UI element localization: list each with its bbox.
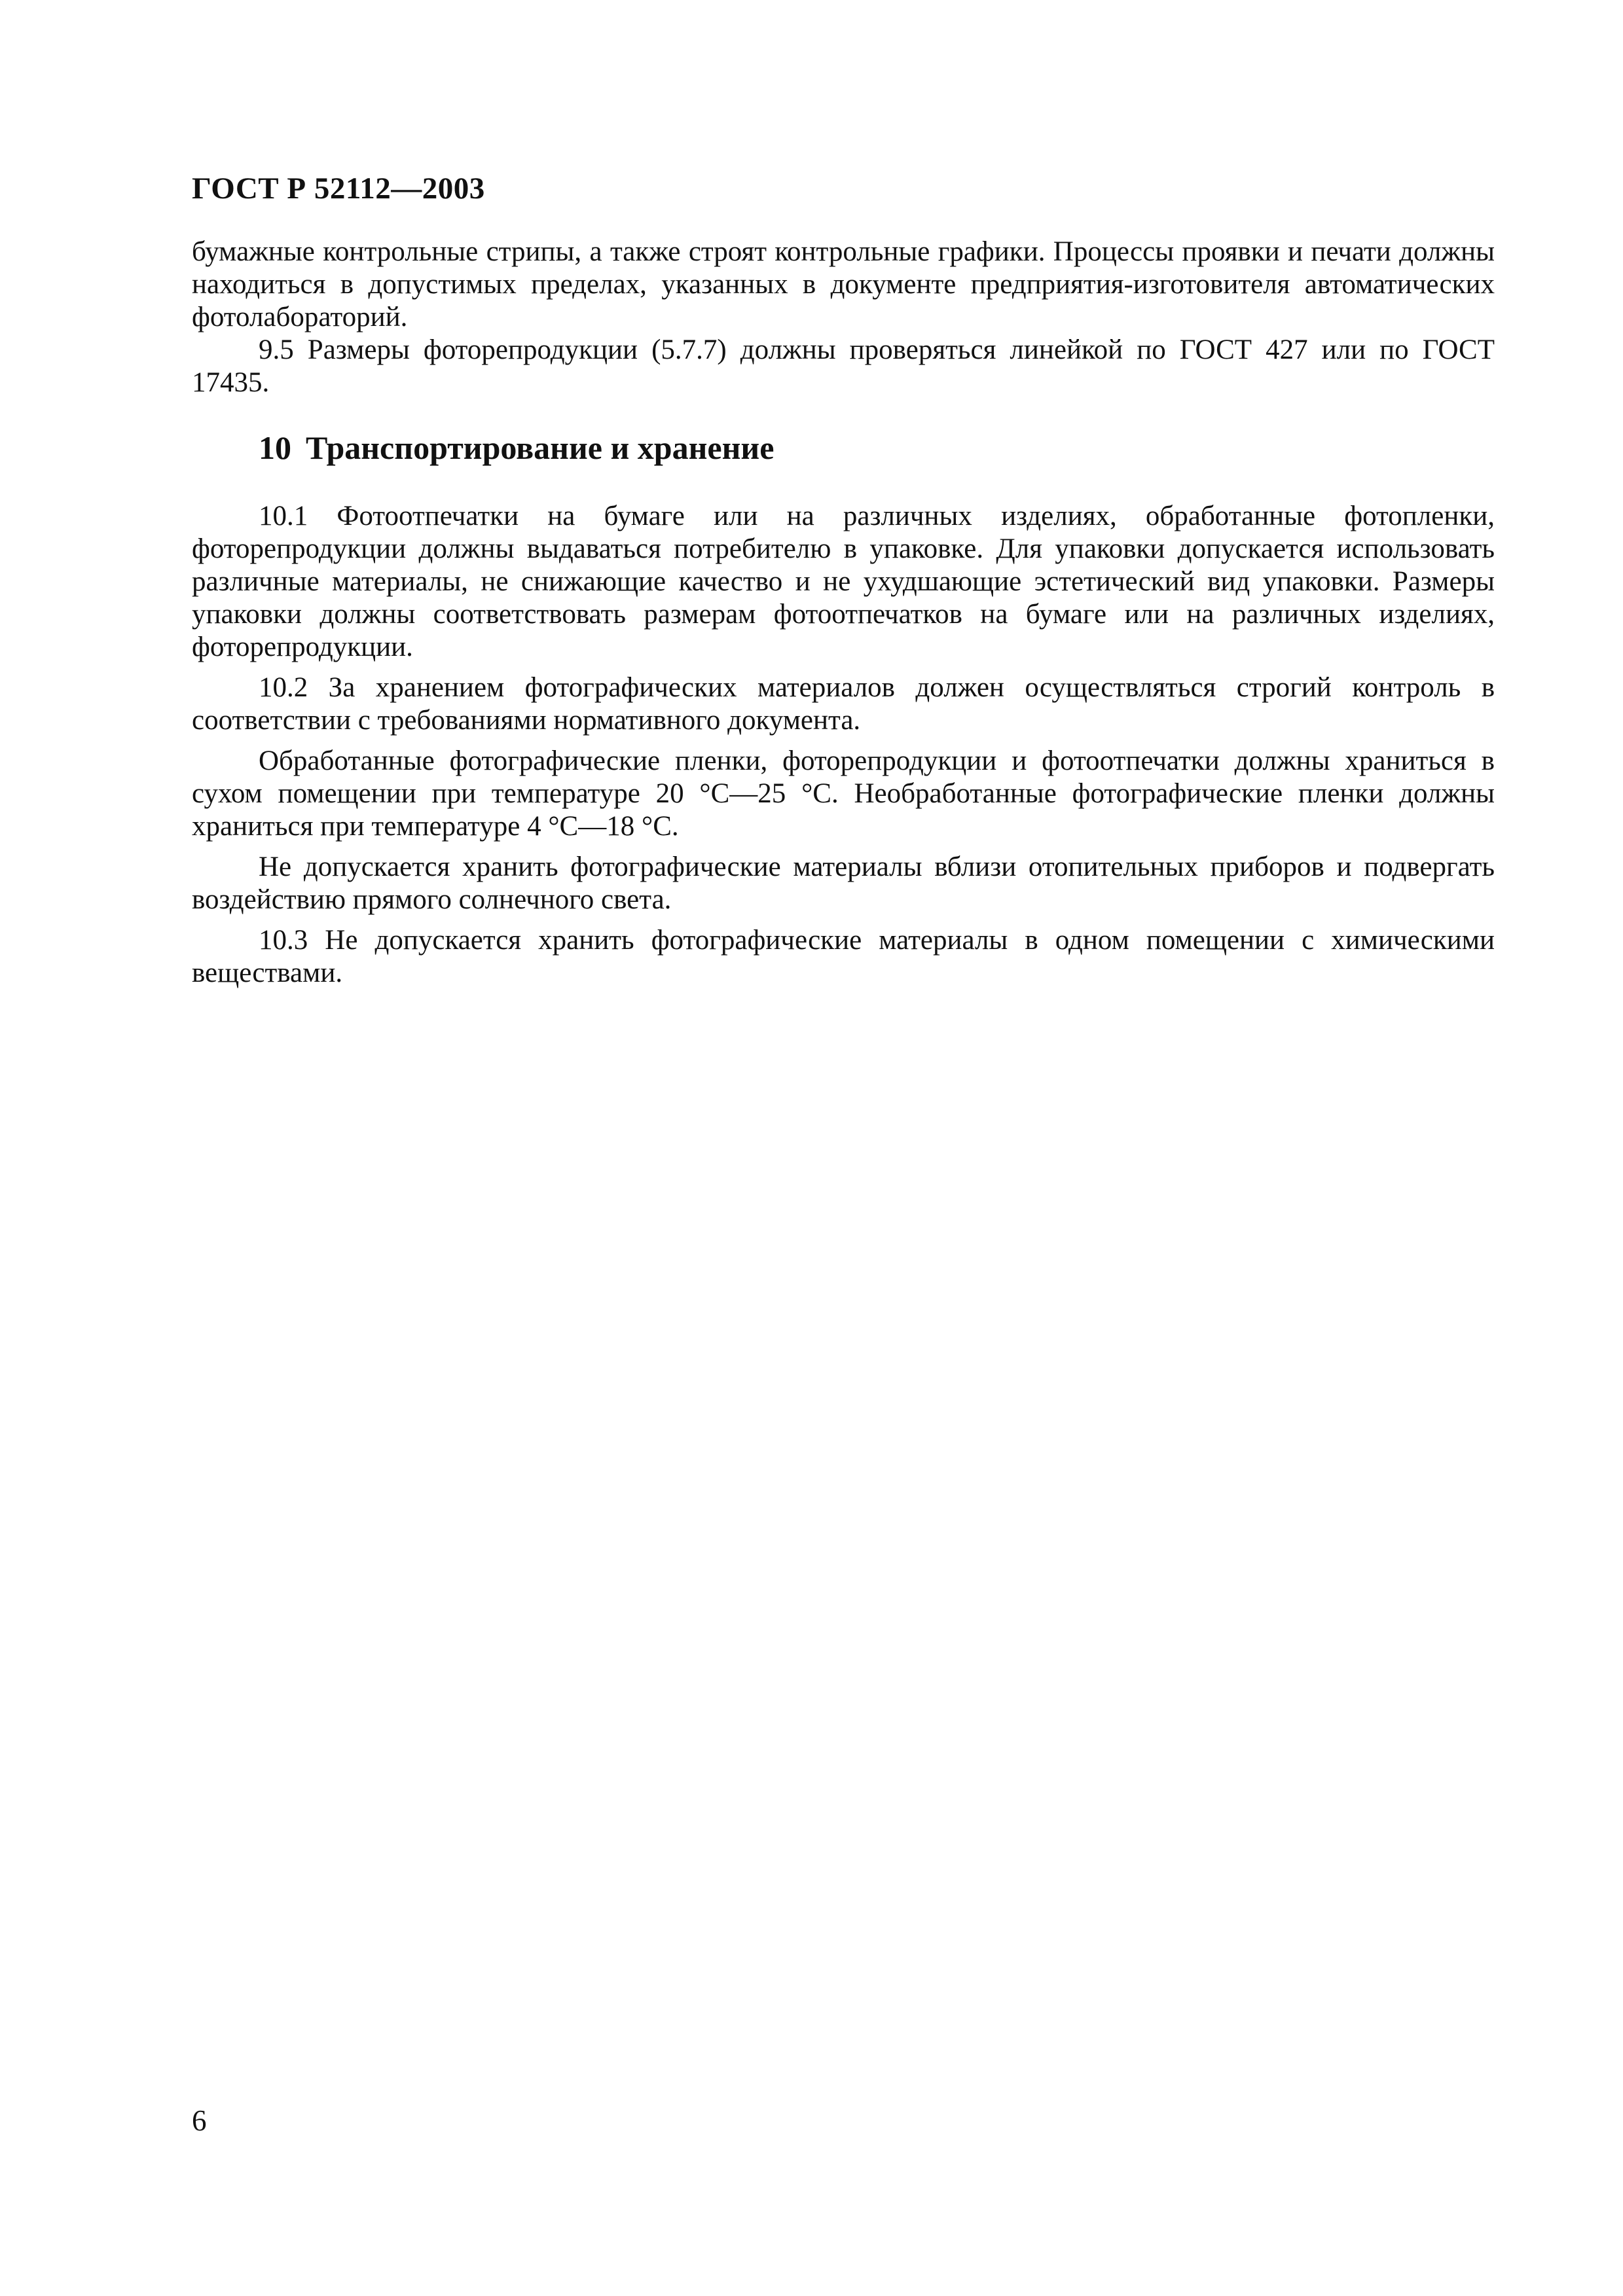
paragraph-storage-conditions: Обработанные фотографические пленки, фоторепродукции и фотоотпечатки должны храниться в сухом помещении при температуре 20 °С—25 °С. Необработанные фотографические пленки должны храниться при температуре 4 °С—18 °С. [192, 745, 1495, 842]
paragraph-10-1: 10.1 Фотоотпечатки на бумаге или на различных изделиях, обработанные фотопленки, фоторепродукции должны выдаваться потребителю в упаковке. Для упаковки допускается использовать различные материалы, не снижающие качество и не ухудшающие эстетический вид упаковки. Размеры упаковки должны соответствовать размерам фотоотпечатков на бумаге или на различных изделиях, фоторепродукции. [192, 501, 1495, 662]
section-number: 10 [259, 429, 291, 466]
standard-id-header: ГОСТ Р 52112—2003 [192, 171, 485, 206]
section-title: Транспортирование и хранение [306, 429, 775, 466]
paragraph-10-2: 10.2 За хранением фотографических материалов должен осуществляться строгий контроль в соответствии с требованиями нормативного документа. [192, 672, 1495, 736]
paragraph-heating-restriction: Не допускается хранить фотографические материалы вблизи отопительных приборов и подвергать воздействию прямого солнечного света. [192, 852, 1495, 915]
paragraph-9-5: 9.5 Размеры фоторепродукции (5.7.7) должны проверяться линейкой по ГОСТ 427 или по ГОСТ 17435. [192, 334, 1495, 398]
paragraph-continuation: бумажные контрольные стрипы, а также строят контрольные графики. Процессы проявки и печати должны находиться в допустимых пределах, указанных в документе предприятия-изготовителя автоматических фотолабораторий. [192, 236, 1495, 332]
page-number: 6 [192, 2104, 207, 2137]
section-heading [192, 428, 1495, 467]
paragraph-10-3: 10.3 Не допускается хранить фотографические материалы в одном помещении с химическими веществами. [192, 925, 1495, 988]
document-body [192, 236, 1495, 990]
